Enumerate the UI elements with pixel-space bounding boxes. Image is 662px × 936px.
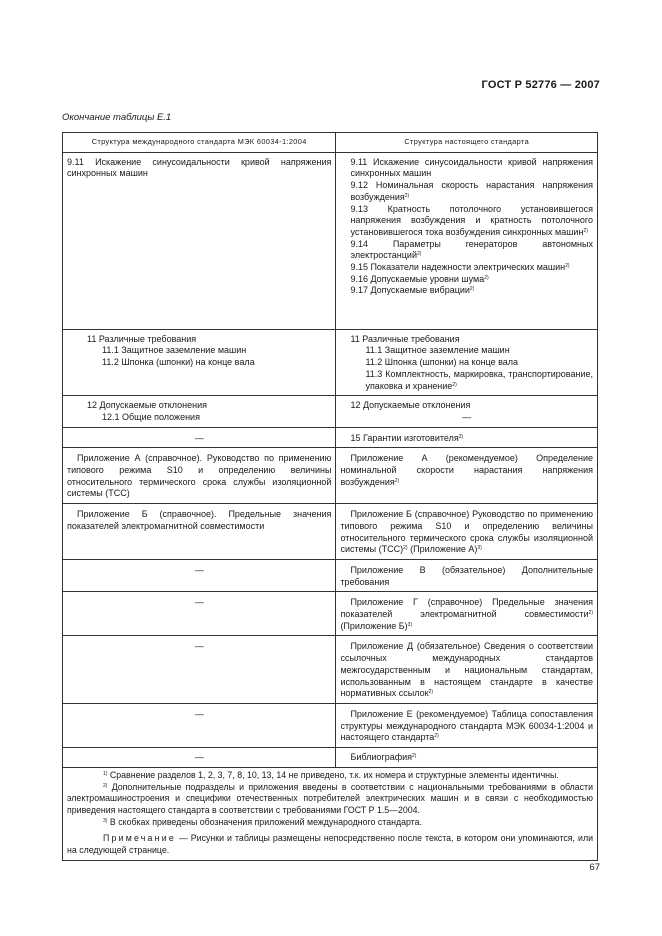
cell-text: 9.14 Параметры генераторов автономных электростанций$^{2)}$ <box>350 238 593 261</box>
table-row <box>63 329 598 396</box>
cell-text: 12 Допускаемые отклонения <box>350 400 471 411</box>
cell-text: 11.3 Комплектность, маркировка, транспортирование, упаковка и хранение$^{2)}$ <box>365 368 593 391</box>
cell-text: 9.17 Допускаемые вибрации$^{2)}$ <box>350 285 475 296</box>
table-row <box>63 448 598 504</box>
cell-text: — <box>194 564 204 575</box>
cell-text: Приложение В (обязательное) Дополнительные требования <box>340 564 593 587</box>
footnote-3: $^{3)}$ В скобках приведены обозначения приложений международного стандарта. <box>103 816 422 827</box>
cell-text: 12.1 Общие положения <box>102 411 200 422</box>
cell-text: 11.2 Шпонка (шпонки) на конце вала <box>102 357 255 368</box>
cell-text: — <box>194 432 204 443</box>
page-number: 67 <box>589 862 600 873</box>
cell-text: 11 Различные требования <box>350 333 460 344</box>
comparison-table <box>62 132 598 861</box>
cell-text: Приложение А (справочное). Руководство по применению типового режима S10 и определению величины относительного термического срока службы изоляционной системы (ТСС) <box>67 453 332 499</box>
table-caption: Окончание таблицы Е.1 <box>62 112 172 123</box>
cell-text: 11.2 Шпонка (шпонки) на конце вала <box>365 357 519 368</box>
cell-text: Библиография <box>350 752 413 763</box>
cell-text: 9.15 Показатели надежности электрических машин$^{2)}$ <box>350 262 570 273</box>
cell-text: Приложение Б (справочное) Руководство по применению типового режима S10 и определению величины относительного термического срока службы изоляционной системы (ТСС)$^{2)}$ (Приложение А)$^{3)}$ <box>340 509 593 555</box>
table-row <box>63 152 598 329</box>
table-row <box>63 703 598 747</box>
cell-text: 9.12 Номинальная скорость нарастания напряжения возбуждения$^{2)}$ <box>350 180 593 202</box>
table-row <box>63 396 598 427</box>
column-header-international: Структура международного стандарта МЭК 60034-1:2004 <box>63 133 336 153</box>
table-header-row <box>63 133 598 153</box>
cell-text: Приложение Д (обязательное) Сведения о соответствии ссылочных международных стандартов межгосударственным и национальным стандартам, использованным в настоящем стандарте в качестве нормативных ссылок$^{2)}$ <box>340 641 593 699</box>
table-row <box>63 504 598 560</box>
footnote-1: $^{1)}$ Сравнение разделов 1, 2, 3, 7, 8, 10, 13, 14 не приведено, т.к. их номера и структурные элементы идентичны. <box>103 769 559 780</box>
table-remark: Примечание — Рисунки и таблицы размещены непосредственно после текста, в котором они упоминаются, или на следующей странице. <box>67 833 593 856</box>
cell-text: Приложение А (рекомендуемое) Определение номинальной скорости нарастания напряжения возбуждения$^{2)}$ <box>340 453 593 487</box>
table-row <box>63 636 598 704</box>
table-row <box>63 592 598 636</box>
cell-text: Приложение Б (справочное). Предельные значения показателей электромагнитной совместимости <box>67 509 332 531</box>
table-row: — 15 Гарантии изготовителя$^{2)}$ <box>63 427 598 448</box>
cell-text: Приложение Г (справочное) Предельные значения показателей электромагнитной совместимости$^{2)}$ (Приложение Б)$^{3)}$ <box>340 597 593 631</box>
cell-text: — <box>462 411 472 422</box>
cell-text: 12 Допускаемые отклонения <box>87 400 207 411</box>
cell-text: 11.1 Защитное заземление машин <box>365 345 510 356</box>
footnote-2: $^{2)}$ Дополнительные подразделы и приложения введены в соответствии с национальными требованиями в области электромашиностроения и специфики отечественных потребителей электрических машин и в связи с необходимостью приведения настоящего стандарта в соответствии с требованиями ГОСТ Р 1.5—2004. <box>67 781 594 815</box>
cell-text: — <box>194 708 204 719</box>
column-header-national: Структура настоящего стандарта <box>336 133 598 153</box>
cell-text: 11 Различные требования <box>87 333 197 344</box>
cell-text: — <box>194 597 204 608</box>
cell-text: — <box>194 752 204 763</box>
cell-text: 9.11 Искажение синусоидальности кривой напряжения синхронных машин <box>67 156 332 179</box>
cell-text: 15 Гарантии изготовителя <box>350 432 459 443</box>
cell-text: Приложение Е (рекомендуемое) Таблица сопоставления структуры международного стандарта МЭК 60034-1:2004 и настоящего стандарта$^{2)}$ <box>340 708 593 743</box>
cell-text: 9.13 Кратность потолочного установившегося напряжения возбуждения и кратность потолочного установившегося тока возбуждения синхронных машин$^{2)}$ <box>350 203 593 237</box>
table-row <box>63 559 598 591</box>
footnotes-row <box>63 767 598 860</box>
table-row: — Библиография$^{2)}$ <box>63 748 598 768</box>
standard-designation: ГОСТ Р 52776 — 2007 <box>481 79 600 91</box>
cell-text: — <box>194 641 204 652</box>
cell-text: 9.16 Допускаемые уровни шума$^{2)}$ <box>350 273 489 284</box>
cell-text: 9.11 Искажение синусоидальности кривой напряжения синхронных машин <box>350 156 593 179</box>
cell-text: 11.1 Защитное заземление машин <box>102 345 247 356</box>
